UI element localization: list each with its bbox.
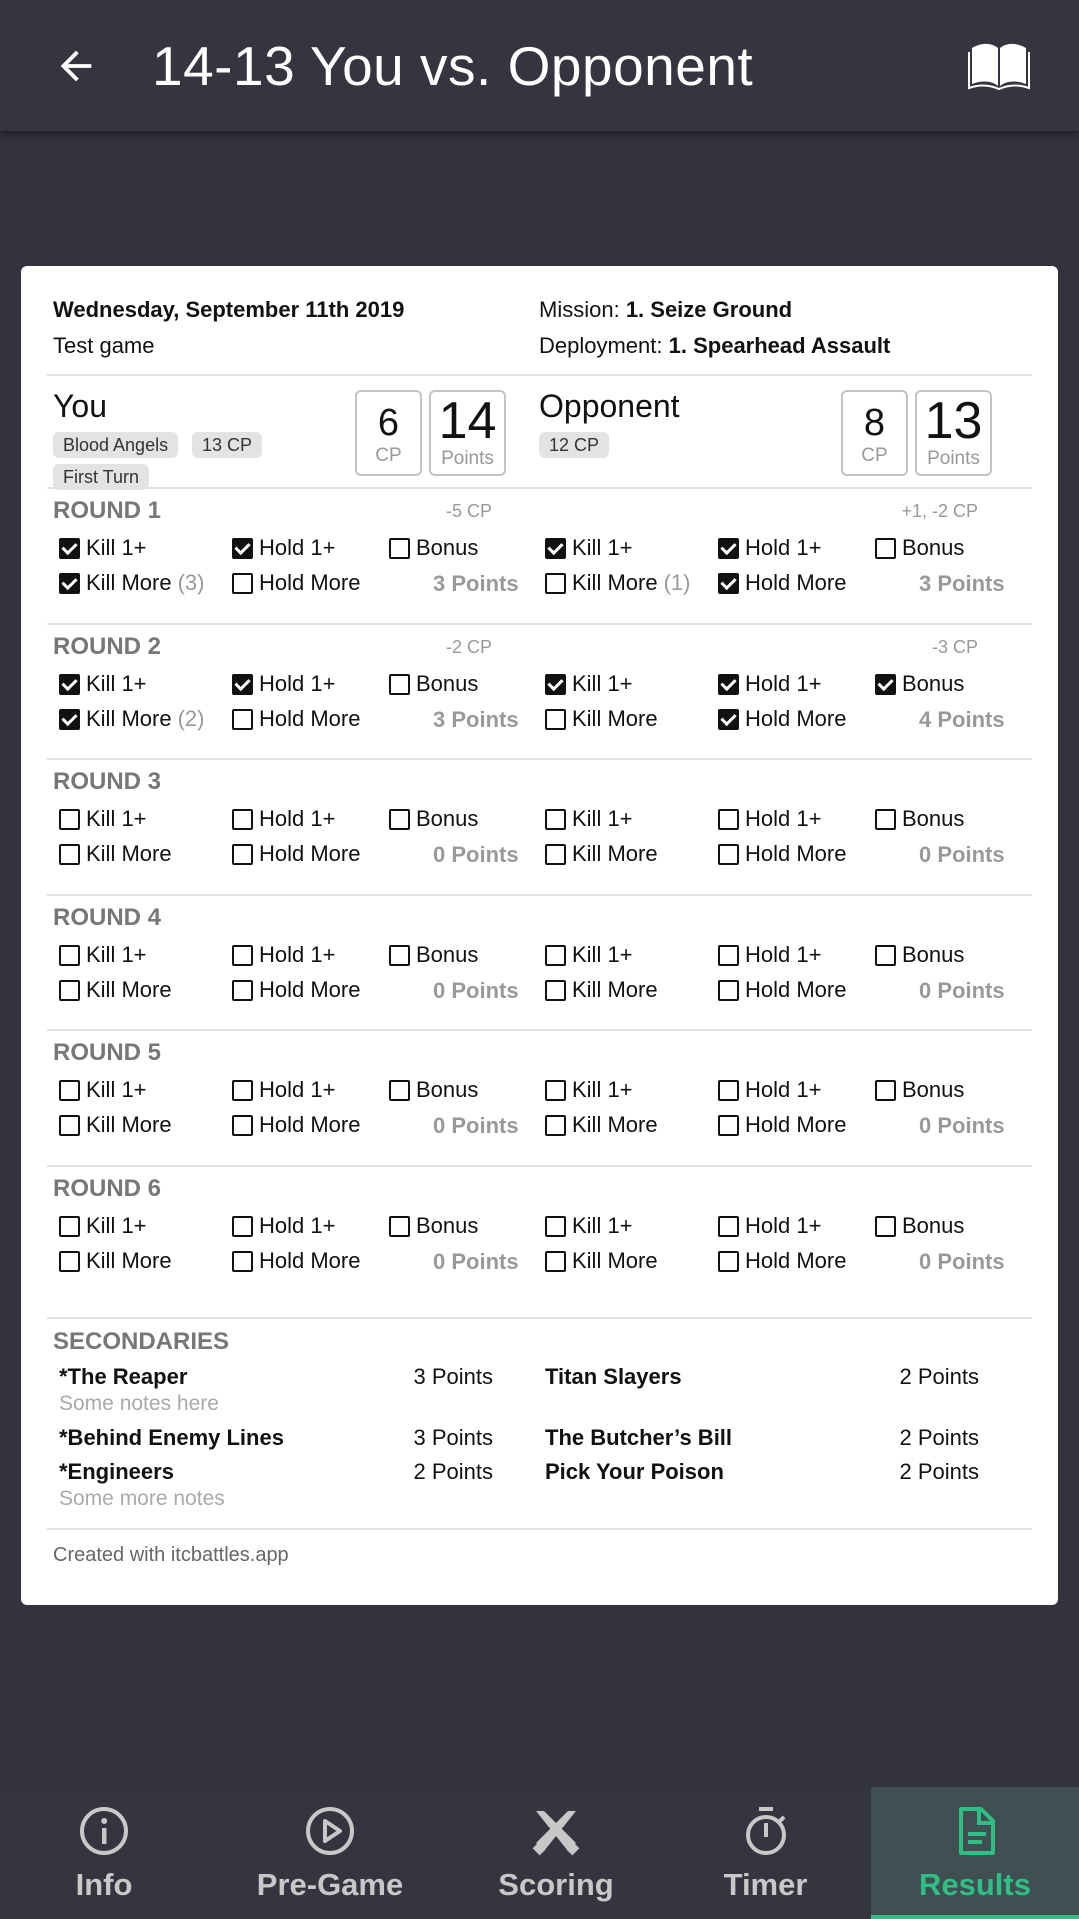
secondary-points-you: 3 Points xyxy=(413,1425,493,1450)
checkbox-box[interactable] xyxy=(232,1080,253,1101)
info-icon xyxy=(76,1803,132,1859)
deployment-line xyxy=(539,328,890,364)
tab-label: Results xyxy=(919,1867,1031,1902)
cp-total-badge-opponent: 12 CP xyxy=(539,432,609,458)
kill-1-checkbox[interactable] xyxy=(545,940,633,970)
checkbox-label: Hold More xyxy=(745,706,847,731)
first-turn-badge: First Turn xyxy=(53,464,149,490)
checkbox-box[interactable] xyxy=(718,709,739,730)
checkbox-box[interactable] xyxy=(232,674,253,695)
bonus-checkbox[interactable] xyxy=(389,669,478,699)
secondary-name-opponent: Titan Slayers xyxy=(545,1364,682,1389)
checkbox-label: Bonus xyxy=(416,535,479,560)
checkbox-label: Kill 1+ xyxy=(572,1077,633,1102)
round-title: ROUND 3 xyxy=(53,768,162,795)
page-title: 14-13 You vs. Opponent xyxy=(152,35,754,97)
checkbox-label: Kill More xyxy=(86,1248,172,1273)
round-points: 0 Points xyxy=(919,1249,1005,1274)
checkbox-box[interactable] xyxy=(232,709,253,730)
tab-timer[interactable] xyxy=(660,1787,871,1919)
checkbox-label: Bonus xyxy=(902,1213,965,1238)
bonus-checkbox[interactable] xyxy=(875,940,964,970)
checkbox-label: Hold More xyxy=(745,977,847,1002)
checkbox-label: Hold 1+ xyxy=(259,942,336,967)
mission-value: 1. Seize Ground xyxy=(625,297,793,322)
checkbox-label: Hold 1+ xyxy=(745,671,822,696)
secondary-note: Some more notes xyxy=(59,1487,225,1510)
checkbox-box[interactable] xyxy=(718,1080,739,1101)
bonus-checkbox[interactable] xyxy=(875,533,964,563)
checkbox-box[interactable] xyxy=(59,573,80,594)
checkbox-box[interactable] xyxy=(718,1251,739,1272)
checkbox-box[interactable] xyxy=(232,844,253,865)
checkbox-label: Hold More xyxy=(259,977,361,1002)
checkbox-box[interactable] xyxy=(545,980,566,1001)
hold-more-checkbox[interactable] xyxy=(718,1246,846,1276)
bonus-checkbox[interactable] xyxy=(389,1075,478,1105)
checkbox-label: Hold 1+ xyxy=(745,942,822,967)
hold-more-checkbox[interactable] xyxy=(232,568,360,598)
game-date: Wednesday, September 11th 2019 xyxy=(53,297,405,322)
divider xyxy=(47,1029,1032,1031)
kill-more-checkbox[interactable] xyxy=(59,975,172,1005)
checkbox-label: Kill More xyxy=(86,841,172,866)
checkbox-box[interactable] xyxy=(59,945,80,966)
secondary-name-opponent: Pick Your Poison xyxy=(545,1459,724,1484)
checkbox-label: Kill 1+ xyxy=(572,1213,633,1238)
cp-value-opponent: 8 xyxy=(863,402,886,444)
checkbox-box[interactable] xyxy=(59,538,80,559)
divider xyxy=(47,487,1032,489)
cp-value-you: 6 xyxy=(377,402,400,444)
checkbox-box[interactable] xyxy=(232,573,253,594)
secondary-points-opponent: 2 Points xyxy=(899,1459,979,1484)
hold-1-checkbox[interactable] xyxy=(232,940,335,970)
checkbox-box[interactable] xyxy=(59,809,80,830)
checkbox-label: Kill More xyxy=(86,977,172,1002)
faction-badge: Blood Angels xyxy=(53,432,178,458)
kill-1-checkbox[interactable] xyxy=(545,804,633,834)
round-points: 4 Points xyxy=(919,707,1005,732)
bonus-checkbox[interactable] xyxy=(875,1075,964,1105)
checkbox-label: Hold More xyxy=(745,570,847,595)
checkbox-label: Hold 1+ xyxy=(745,535,822,560)
checkbox-label: Kill 1+ xyxy=(86,806,147,831)
checkbox-box[interactable] xyxy=(875,538,896,559)
kill-more-checkbox[interactable] xyxy=(545,568,690,598)
divider xyxy=(47,1165,1032,1167)
checkbox-box[interactable] xyxy=(232,1115,253,1136)
checkbox-label: Hold 1+ xyxy=(745,1213,822,1238)
player-name-opponent: Opponent xyxy=(539,388,680,424)
kill-more-checkbox[interactable] xyxy=(545,704,658,734)
checkbox-label: Bonus xyxy=(416,1077,479,1102)
document-icon xyxy=(947,1803,1003,1859)
points-label-opponent: Points xyxy=(927,448,980,469)
checkbox-box[interactable] xyxy=(232,1251,253,1272)
points-label-you: Points xyxy=(441,448,494,469)
cp-label-opponent: CP xyxy=(861,445,888,466)
hold-more-checkbox[interactable] xyxy=(232,1246,360,1276)
checkbox-box[interactable] xyxy=(718,538,739,559)
checkbox-label: Kill More xyxy=(86,1112,172,1137)
divider xyxy=(47,374,1032,376)
hold-1-checkbox[interactable] xyxy=(232,1075,335,1105)
tab-results[interactable] xyxy=(871,1787,1079,1919)
checkbox-box[interactable] xyxy=(718,809,739,830)
kill-more-multiplier: (1) xyxy=(663,570,691,595)
mission-line xyxy=(539,292,890,328)
round-points: 0 Points xyxy=(919,1113,1005,1138)
footer-credit: Created with itcbattles.app xyxy=(53,1544,289,1566)
checkbox-label: Kill More xyxy=(572,977,658,1002)
checkbox-label: Bonus xyxy=(416,942,479,967)
hold-1-checkbox[interactable] xyxy=(718,804,821,834)
round-title: ROUND 6 xyxy=(53,1175,162,1202)
hold-more-checkbox[interactable] xyxy=(718,1110,846,1140)
checkbox-label: Kill More xyxy=(572,706,658,731)
back-button[interactable] xyxy=(50,40,102,92)
secondaries-title: SECONDARIES xyxy=(53,1328,230,1355)
kill-1-checkbox[interactable] xyxy=(59,1211,147,1241)
checkbox-box[interactable] xyxy=(545,1080,566,1101)
hold-more-checkbox[interactable] xyxy=(718,704,846,734)
round-points: 0 Points xyxy=(433,842,519,867)
tab-label: Timer xyxy=(723,1867,808,1902)
kill-more-checkbox[interactable] xyxy=(59,1246,172,1276)
kill-1-checkbox[interactable] xyxy=(545,1211,633,1241)
checkbox-box[interactable] xyxy=(389,1080,410,1101)
hold-more-checkbox[interactable] xyxy=(232,975,360,1005)
checkbox-box[interactable] xyxy=(718,674,739,695)
rules-button[interactable] xyxy=(968,40,1034,96)
checkbox-label: Hold More xyxy=(745,1248,847,1273)
round-points: 0 Points xyxy=(433,1249,519,1274)
tab-pre-game[interactable] xyxy=(208,1787,452,1919)
hold-1-checkbox[interactable] xyxy=(232,804,335,834)
mission-label: Mission: xyxy=(539,297,620,322)
points-box-you xyxy=(429,390,506,476)
secondary-name-you: *The Reaper xyxy=(59,1364,188,1389)
kill-more-checkbox[interactable] xyxy=(59,1110,172,1140)
divider xyxy=(47,894,1032,896)
hold-1-checkbox[interactable] xyxy=(718,669,821,699)
kill-more-checkbox[interactable] xyxy=(59,568,204,598)
checkbox-box[interactable] xyxy=(59,844,80,865)
kill-1-checkbox[interactable] xyxy=(545,533,633,563)
hold-1-checkbox[interactable] xyxy=(232,533,335,563)
bonus-checkbox[interactable] xyxy=(389,940,478,970)
checkbox-box[interactable] xyxy=(389,674,410,695)
play-icon xyxy=(302,1803,358,1859)
hold-more-checkbox[interactable] xyxy=(718,975,846,1005)
checkbox-label: Hold More xyxy=(259,1112,361,1137)
tab-scoring[interactable] xyxy=(452,1787,660,1919)
round-points: 3 Points xyxy=(433,707,519,732)
kill-more-checkbox[interactable] xyxy=(59,704,204,734)
secondary-points-you: 2 Points xyxy=(413,1459,493,1484)
kill-1-checkbox[interactable] xyxy=(545,669,633,699)
secondary-points-you: 3 Points xyxy=(413,1364,493,1389)
checkbox-label: Kill 1+ xyxy=(86,942,147,967)
bonus-checkbox[interactable] xyxy=(875,669,964,699)
points-box-opponent xyxy=(915,390,992,476)
checkbox-box[interactable] xyxy=(875,945,896,966)
checkbox-box[interactable] xyxy=(875,1216,896,1237)
kill-more-checkbox[interactable] xyxy=(545,1246,658,1276)
checkbox-label: Hold 1+ xyxy=(259,1213,336,1238)
checkbox-box[interactable] xyxy=(59,1251,80,1272)
checkbox-box[interactable] xyxy=(232,538,253,559)
secondary-name-you: *Engineers xyxy=(59,1459,174,1484)
checkbox-label: Bonus xyxy=(416,1213,479,1238)
checkbox-label: Bonus xyxy=(416,671,479,696)
checkbox-box[interactable] xyxy=(59,1080,80,1101)
checkbox-box[interactable] xyxy=(545,809,566,830)
round-cp-note: -5 CP xyxy=(445,501,492,521)
checkbox-label: Kill 1+ xyxy=(572,671,633,696)
points-value-opponent: 13 xyxy=(924,392,983,450)
tab-label: Info xyxy=(75,1867,133,1902)
checkbox-box[interactable] xyxy=(545,945,566,966)
arrow-left-icon xyxy=(53,43,99,89)
cp-label-you: CP xyxy=(375,445,402,466)
checkbox-label: Hold 1+ xyxy=(259,806,336,831)
bonus-checkbox[interactable] xyxy=(389,533,478,563)
round-title: ROUND 2 xyxy=(53,633,162,660)
checkbox-label: Kill More xyxy=(572,570,658,595)
checkbox-label: Hold More xyxy=(745,1112,847,1137)
checkbox-label: Kill 1+ xyxy=(86,671,147,696)
mission-info xyxy=(539,292,890,364)
round-points: 3 Points xyxy=(919,571,1005,596)
checkbox-label: Bonus xyxy=(416,806,479,831)
checkbox-label: Kill More xyxy=(572,1248,658,1273)
deployment-value: 1. Spearhead Assault xyxy=(668,333,891,358)
checkbox-box[interactable] xyxy=(232,945,253,966)
kill-more-checkbox[interactable] xyxy=(545,1110,658,1140)
tab-info[interactable] xyxy=(0,1787,208,1919)
checkbox-box[interactable] xyxy=(545,1216,566,1237)
bottom-nav xyxy=(0,1787,1079,1919)
kill-more-checkbox[interactable] xyxy=(59,839,172,869)
checkbox-box[interactable] xyxy=(545,709,566,730)
secondary-points-opponent: 2 Points xyxy=(899,1364,979,1389)
round-cp-note: -2 CP xyxy=(445,637,492,657)
checkbox-box[interactable] xyxy=(545,573,566,594)
hold-1-checkbox[interactable] xyxy=(718,533,821,563)
round-points: 0 Points xyxy=(919,978,1005,1003)
checkbox-label: Bonus xyxy=(902,806,965,831)
kill-1-checkbox[interactable] xyxy=(59,533,147,563)
checkbox-box[interactable] xyxy=(389,538,410,559)
kill-more-checkbox[interactable] xyxy=(545,975,658,1005)
round-cp-note: -3 CP xyxy=(931,637,978,657)
round-title: ROUND 5 xyxy=(53,1039,162,1066)
checkbox-label: Hold 1+ xyxy=(259,1077,336,1102)
bonus-checkbox[interactable] xyxy=(389,1211,478,1241)
checkbox-label: Kill 1+ xyxy=(86,1077,147,1102)
checkbox-label: Hold 1+ xyxy=(745,1077,822,1102)
checkbox-label: Kill 1+ xyxy=(86,535,147,560)
player-name-you: You xyxy=(53,388,107,424)
checkbox-box[interactable] xyxy=(232,1216,253,1237)
checkbox-box[interactable] xyxy=(59,674,80,695)
checkbox-box[interactable] xyxy=(875,674,896,695)
hold-1-checkbox[interactable] xyxy=(718,1211,821,1241)
checkbox-box[interactable] xyxy=(59,1115,80,1136)
round-cp-note: +1, -2 CP xyxy=(901,501,978,521)
checkbox-box[interactable] xyxy=(389,809,410,830)
checkbox-box[interactable] xyxy=(232,809,253,830)
hold-1-checkbox[interactable] xyxy=(232,1211,335,1241)
checkbox-box[interactable] xyxy=(718,573,739,594)
divider xyxy=(47,1317,1032,1319)
checkbox-box[interactable] xyxy=(389,1216,410,1237)
timer-icon xyxy=(738,1803,794,1859)
divider xyxy=(47,623,1032,625)
kill-1-checkbox[interactable] xyxy=(59,669,147,699)
round-title: ROUND 1 xyxy=(53,497,162,524)
checkbox-box[interactable] xyxy=(545,1251,566,1272)
kill-more-multiplier: (3) xyxy=(177,570,205,595)
book-icon xyxy=(968,40,1030,90)
checkbox-box[interactable] xyxy=(389,945,410,966)
checkbox-label: Kill 1+ xyxy=(86,1213,147,1238)
checkbox-label: Bonus xyxy=(902,942,965,967)
round-points: 0 Points xyxy=(433,1113,519,1138)
app-bar xyxy=(0,0,1079,131)
checkbox-box[interactable] xyxy=(545,1115,566,1136)
hold-1-checkbox[interactable] xyxy=(232,669,335,699)
bonus-checkbox[interactable] xyxy=(875,1211,964,1241)
divider xyxy=(47,758,1032,760)
checkbox-box[interactable] xyxy=(59,709,80,730)
checkbox-label: Hold 1+ xyxy=(259,535,336,560)
tab-label: Scoring xyxy=(498,1867,614,1902)
hold-more-checkbox[interactable] xyxy=(232,704,360,734)
checkbox-label: Bonus xyxy=(902,1077,965,1102)
secondary-note: Some notes here xyxy=(59,1392,219,1415)
checkbox-label: Kill 1+ xyxy=(572,535,633,560)
checkbox-box[interactable] xyxy=(59,980,80,1001)
checkbox-box[interactable] xyxy=(875,1080,896,1101)
crossed-swords-icon xyxy=(528,1803,584,1859)
game-name: Test game xyxy=(53,333,155,358)
hold-1-checkbox[interactable] xyxy=(718,940,821,970)
hold-1-checkbox[interactable] xyxy=(718,1075,821,1105)
checkbox-label: Hold More xyxy=(259,841,361,866)
checkbox-box[interactable] xyxy=(59,1216,80,1237)
kill-1-checkbox[interactable] xyxy=(59,1075,147,1105)
checkbox-box[interactable] xyxy=(718,1115,739,1136)
checkbox-label: Hold More xyxy=(745,841,847,866)
checkbox-label: Hold More xyxy=(259,1248,361,1273)
hold-more-checkbox[interactable] xyxy=(232,1110,360,1140)
checkbox-label: Hold 1+ xyxy=(259,671,336,696)
checkbox-box[interactable] xyxy=(718,1216,739,1237)
checkbox-label: Bonus xyxy=(902,535,965,560)
checkbox-label: Kill More xyxy=(86,570,172,595)
round-points: 0 Points xyxy=(433,978,519,1003)
checkbox-box[interactable] xyxy=(232,980,253,1001)
bonus-checkbox[interactable] xyxy=(875,804,964,834)
checkbox-box[interactable] xyxy=(718,945,739,966)
cp-box-you xyxy=(355,390,422,476)
results-card xyxy=(21,266,1058,1605)
checkbox-label: Hold 1+ xyxy=(745,806,822,831)
checkbox-box[interactable] xyxy=(875,809,896,830)
kill-1-checkbox[interactable] xyxy=(545,1075,633,1105)
points-value-you: 14 xyxy=(438,392,497,450)
hold-more-checkbox[interactable] xyxy=(718,568,846,598)
round-points: 3 Points xyxy=(433,571,519,596)
round-points: 0 Points xyxy=(919,842,1005,867)
checkbox-label: Bonus xyxy=(902,671,965,696)
secondary-points-opponent: 2 Points xyxy=(899,1425,979,1450)
bonus-checkbox[interactable] xyxy=(389,804,478,834)
kill-1-checkbox[interactable] xyxy=(59,940,147,970)
checkbox-box[interactable] xyxy=(718,844,739,865)
checkbox-label: Kill More xyxy=(572,1112,658,1137)
secondary-name-opponent: The Butcher’s Bill xyxy=(545,1425,733,1450)
checkbox-box[interactable] xyxy=(545,674,566,695)
kill-more-checkbox[interactable] xyxy=(545,839,658,869)
kill-1-checkbox[interactable] xyxy=(59,804,147,834)
checkbox-label: Hold More xyxy=(259,570,361,595)
round-title: ROUND 4 xyxy=(53,904,162,931)
cp-box-opponent xyxy=(841,390,908,476)
checkbox-box[interactable] xyxy=(718,980,739,1001)
checkbox-label: Kill 1+ xyxy=(572,942,633,967)
checkbox-label: Kill More xyxy=(86,706,172,731)
secondary-name-you: *Behind Enemy Lines xyxy=(59,1425,284,1450)
cp-total-badge-you: 13 CP xyxy=(192,432,262,458)
kill-more-multiplier: (2) xyxy=(177,706,205,731)
checkbox-label: Kill More xyxy=(572,841,658,866)
hold-more-checkbox[interactable] xyxy=(718,839,846,869)
checkbox-label: Hold More xyxy=(259,706,361,731)
game-info xyxy=(53,292,404,364)
hold-more-checkbox[interactable] xyxy=(232,839,360,869)
divider xyxy=(47,1528,1032,1530)
checkbox-box[interactable] xyxy=(545,538,566,559)
checkbox-label: Kill 1+ xyxy=(572,806,633,831)
tab-label: Pre-Game xyxy=(256,1867,404,1902)
checkbox-box[interactable] xyxy=(545,844,566,865)
deployment-label: Deployment: xyxy=(539,333,663,358)
